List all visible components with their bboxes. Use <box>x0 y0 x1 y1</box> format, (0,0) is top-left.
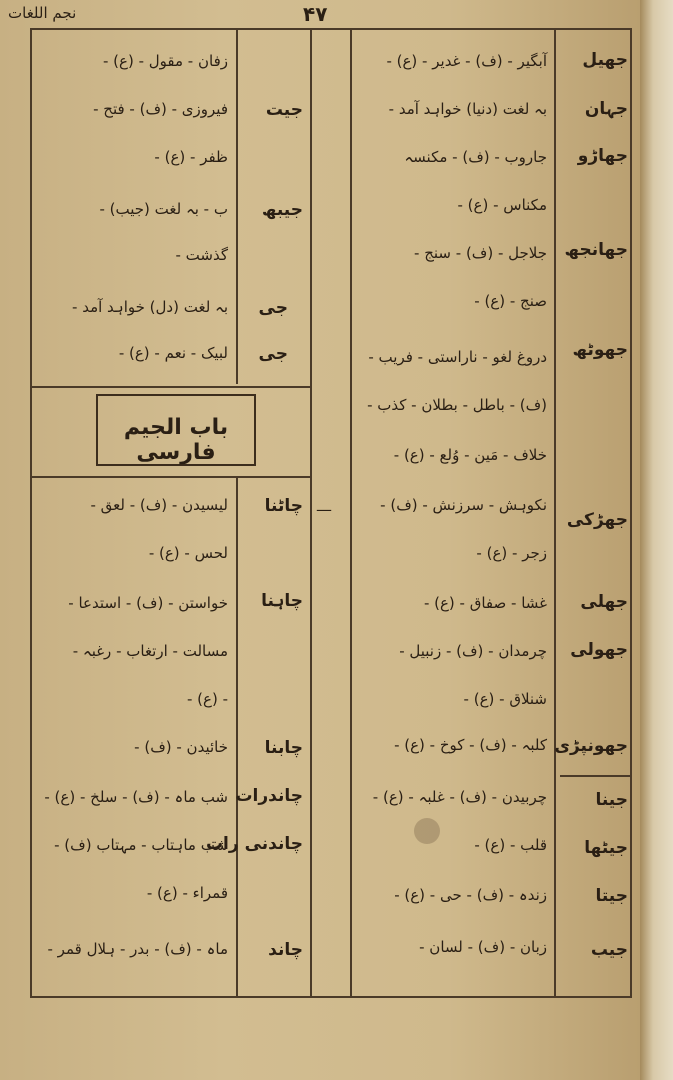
definition-line: مکناس - (ع) - <box>457 196 547 214</box>
definition-line: قلب - (ع) - <box>474 836 547 854</box>
definition-line: زندہ - (ف) - حی - (ع) - <box>394 886 547 904</box>
definition-line: چرمدان - (ف) - زنبیل - <box>399 642 547 660</box>
definition-line: خلاف - مَین - وُلع - (ع) - <box>393 446 547 464</box>
definition-line: لیسیدن - (ف) - لعق - <box>90 496 228 514</box>
page-header-title: نجم اللغات <box>8 4 77 22</box>
headword: جی <box>258 298 288 318</box>
bottom-rule <box>30 996 632 998</box>
definition-line: مسالت - ارتغاب - رغبہ - <box>72 642 228 660</box>
definition-line: زجر - (ع) - <box>476 544 547 562</box>
col-divider <box>630 28 632 998</box>
definition-line: زفان - مقول - (ع) - <box>102 52 228 70</box>
col-divider <box>236 476 238 996</box>
top-rule <box>30 28 632 30</box>
headword: جھوٹھ <box>572 340 628 360</box>
definition-line: بہ لغت (دل) خواہد آمد - <box>72 298 228 316</box>
right-col-divider <box>560 775 632 777</box>
headword: جیتا <box>595 886 628 906</box>
col-divider <box>30 28 32 998</box>
definition-line: ب - بہ لغت (جیب) - <box>99 200 228 218</box>
definition-line: (ف) - باطل - بطلان - کذب - <box>367 396 547 414</box>
dash-mark: — <box>316 500 332 519</box>
headword: جھونپڑی <box>554 736 628 756</box>
headword: جہان <box>584 99 628 119</box>
headword: چابنا <box>264 738 303 758</box>
headword: جھانجھ <box>564 240 628 260</box>
page-edge <box>640 0 673 1080</box>
definition-line: دروغ لغو - ناراستی - فریب - <box>368 348 547 366</box>
definition-line: زبان - (ف) - لسان - <box>419 938 547 956</box>
definition-line: کلبہ - (ف) - کوخ - (ع) - <box>394 736 547 754</box>
definition-line: بہ لغت (دنیا) خواہد آمد - <box>388 100 547 118</box>
definition-line: ماہ - (ف) - بدر - ہلال قمر - <box>47 940 228 958</box>
headword: جینا <box>595 790 628 810</box>
col-divider <box>350 28 352 998</box>
definition-line: لبیک - نعم - (ع) - <box>118 344 228 362</box>
section-rule <box>30 476 310 478</box>
headword: جیٹھا <box>584 838 628 858</box>
section-rule <box>30 386 310 388</box>
headword: جھولی <box>570 640 628 660</box>
definition-line: شب ماہ - (ف) - سلخ - (ع) - <box>44 788 228 806</box>
definition-line: لحس - (ع) - <box>148 544 228 562</box>
headword: جیبھ <box>261 200 303 220</box>
section-banner: باب الجیم فارسی <box>123 415 229 465</box>
col-divider <box>310 28 312 998</box>
definition-line: غشا - صفاق - (ع) - <box>423 594 547 612</box>
definition-line: قمراء - (ع) - <box>146 884 228 902</box>
headword: چاٹنا <box>264 496 303 516</box>
headword: جھلی <box>580 592 628 612</box>
definition-line: نکوہش - سرزنش - (ف) - <box>380 496 547 514</box>
headword: چاند <box>268 940 303 960</box>
col-divider <box>236 28 238 384</box>
ink-stain <box>414 818 440 844</box>
definition-line: خواستن - (ف) - استدعا - <box>68 594 228 612</box>
headword: جی <box>258 344 288 364</box>
definition-line: جلاجل - (ف) - سنج - <box>414 244 547 262</box>
headword: جھاڑو <box>577 146 628 166</box>
definition-line: آبگیر - (ف) - غدیر - (ع) - <box>386 52 547 70</box>
headword: جیب <box>590 940 628 960</box>
definition-line: چربیدن - (ف) - غلبہ - (ع) - <box>372 788 547 806</box>
definition-line: خائیدن - (ف) - <box>134 738 228 756</box>
headword: چاندنی رات <box>205 834 303 854</box>
definition-line: فیروزی - (ف) - فتح - <box>93 100 228 118</box>
definition-line: گذشت - <box>175 246 228 264</box>
headword: جھیل <box>582 50 628 70</box>
definition-line: شنلاق - (ع) - <box>463 690 547 708</box>
page-number: ۴۷ <box>303 2 328 26</box>
headword: جھڑکی <box>566 510 628 530</box>
definition-line: - (ع) - <box>186 690 228 708</box>
definition-line: ظفر - (ع) - <box>154 148 228 166</box>
definition-line: شب ماہتاب - مہتاب (ف) - <box>54 836 228 854</box>
definition-line: صنج - (ع) - <box>474 292 547 310</box>
definition-line: جاروب - (ف) - مکنسہ <box>404 148 547 166</box>
col-divider <box>554 28 556 998</box>
headword: چاہنا <box>261 591 303 611</box>
headword: چاندرات <box>235 786 303 806</box>
headword: جیت <box>265 100 303 120</box>
